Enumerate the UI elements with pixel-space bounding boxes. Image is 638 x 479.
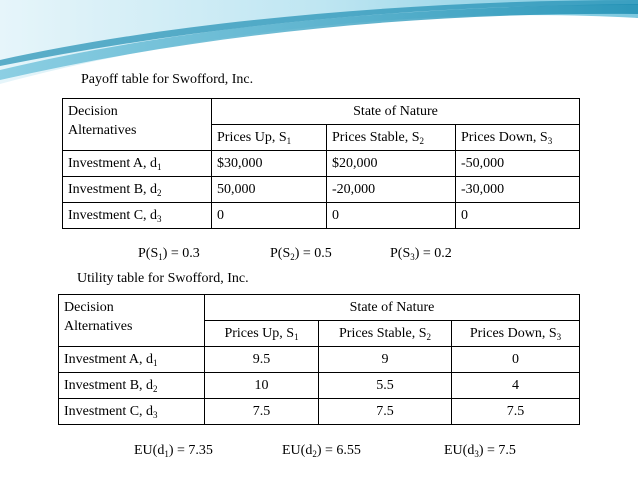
utility-decision-header: Decision Alternatives <box>59 295 205 347</box>
expected-utility-2 <box>282 443 361 459</box>
probability-value: ) = 0.3 <box>162 246 200 261</box>
utility-row-label <box>59 373 205 399</box>
payoff-cell: -50,000 <box>456 151 580 177</box>
table-row <box>63 177 580 203</box>
payoff-cell: 0 <box>212 203 327 229</box>
utility-row-name-subscript: 1 <box>153 357 158 368</box>
probability-subscript: 1 <box>158 252 163 262</box>
utility-row-name-subscript: 3 <box>153 409 158 420</box>
utility-col-header-label: Prices Down, S <box>469 325 557 341</box>
payoff-cell: $20,000 <box>327 151 456 177</box>
expected-utility-value: ) = 7.35 <box>168 443 213 458</box>
utility-col-header-2 <box>319 321 452 347</box>
probability-2 <box>270 246 332 262</box>
utility-col-header-1 <box>205 321 319 347</box>
utility-table-caption: Utility table for Swofford, Inc. <box>77 271 249 286</box>
payoff-col-header-1 <box>212 125 327 151</box>
table-row <box>59 347 580 373</box>
payoff-decision-header: Decision Alternatives <box>63 99 212 151</box>
probability-subscript: 3 <box>410 252 415 262</box>
payoff-row-label <box>63 203 212 229</box>
payoff-row-name-subscript: 3 <box>157 213 162 224</box>
payoff-row-name: Investment C, d <box>68 207 158 223</box>
payoff-col-header-3 <box>456 125 580 151</box>
expected-utility-value: ) = 7.5 <box>478 443 516 458</box>
utility-row-name: Investment A, d <box>64 351 154 367</box>
utility-cell: 0 <box>452 347 580 373</box>
expected-utility-value: ) = 6.55 <box>316 443 361 458</box>
probability-value: ) = 0.2 <box>414 246 452 261</box>
payoff-col-header-label: Prices Down, S <box>461 129 548 145</box>
payoff-col-header-label-subscript: 3 <box>547 135 553 146</box>
utility-row-name: Investment B, d <box>64 377 154 393</box>
utility-col-header-label-subscript: 2 <box>426 331 431 342</box>
payoff-col-header-label: Prices Up, S <box>217 129 287 145</box>
payoff-row-name-subscript: 2 <box>157 187 162 198</box>
utility-row-name: Investment C, d <box>64 403 154 419</box>
payoff-row-name-subscript: 1 <box>157 161 162 172</box>
utility-state-header: State of Nature <box>205 295 580 321</box>
utility-row-label <box>59 399 205 425</box>
utility-col-header-3 <box>452 321 580 347</box>
table-row <box>63 203 580 229</box>
utility-cell: 9 <box>319 347 452 373</box>
payoff-cell: -20,000 <box>327 177 456 203</box>
utility-cell: 7.5 <box>452 399 580 425</box>
expected-utility-1 <box>134 443 213 459</box>
payoff-cell: 0 <box>327 203 456 229</box>
payoff-col-header-label-subscript: 2 <box>419 135 424 146</box>
utility-col-header-label: Prices Up, S <box>224 325 295 341</box>
payoff-cell: $30,000 <box>212 151 327 177</box>
table-row <box>59 373 580 399</box>
utility-cell: 9.5 <box>205 347 319 373</box>
utility-row-name-subscript: 2 <box>153 383 158 394</box>
utility-col-header-label: Prices Stable, S <box>339 325 427 341</box>
expected-utility-text: EU(d <box>282 443 313 458</box>
utility-cell: 4 <box>452 373 580 399</box>
utility-col-header-label-subscript: 1 <box>294 331 299 342</box>
payoff-col-header-2 <box>327 125 456 151</box>
expected-utility-subscript: 2 <box>312 449 317 459</box>
utility-table <box>58 294 580 425</box>
table-row <box>63 151 580 177</box>
probability-1 <box>138 246 200 262</box>
payoff-col-header-label: Prices Stable, S <box>332 129 420 145</box>
expected-utility-text: EU(d <box>444 443 475 458</box>
utility-cell: 7.5 <box>205 399 319 425</box>
payoff-cell: -30,000 <box>456 177 580 203</box>
probability-3 <box>390 246 452 262</box>
payoff-row-label <box>63 177 212 203</box>
probability-text: P(S <box>138 246 159 261</box>
payoff-col-header-label-subscript: 1 <box>286 135 292 146</box>
probability-text: P(S <box>270 246 291 261</box>
payoff-table-caption: Payoff table for Swofford, Inc. <box>81 72 254 87</box>
utility-cell: 10 <box>205 373 319 399</box>
utility-cell: 7.5 <box>319 399 452 425</box>
expected-utility-3 <box>444 443 516 459</box>
payoff-cell: 50,000 <box>212 177 327 203</box>
expected-utility-text: EU(d <box>134 443 165 458</box>
utility-row-label <box>59 347 205 373</box>
probability-text: P(S <box>390 246 411 261</box>
payoff-table <box>62 98 580 229</box>
payoff-cell: 0 <box>456 203 580 229</box>
payoff-state-header: State of Nature <box>212 99 580 125</box>
utility-cell: 5.5 <box>319 373 452 399</box>
payoff-row-name: Investment A, d <box>68 155 158 171</box>
table-row <box>59 399 580 425</box>
utility-col-header-label-subscript: 3 <box>556 331 562 342</box>
probability-subscript: 2 <box>290 252 295 262</box>
expected-utility-subscript: 1 <box>164 449 169 459</box>
expected-utility-subscript: 3 <box>474 449 479 459</box>
probability-value: ) = 0.5 <box>294 246 332 261</box>
payoff-row-name: Investment B, d <box>68 181 158 197</box>
payoff-row-label <box>63 151 212 177</box>
